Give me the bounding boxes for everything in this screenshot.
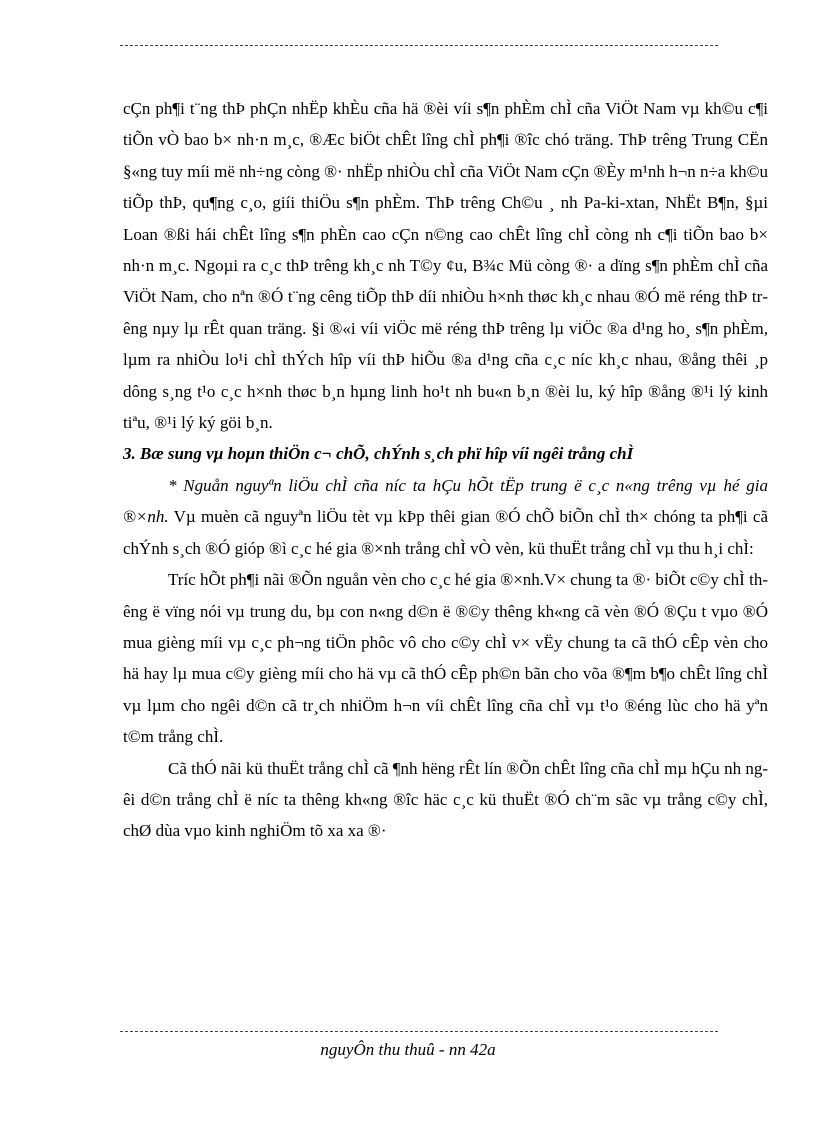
paragraph-market-expansion: cÇn ph¶i t¨ng thÞ phÇn nhËp khÈu cña hä ®èi víi s¶n phÈm chÌ cña ViÖt Nam vµ kh©u c¶i tiÕn vÒ bao b× nh·n m¸c, ®Æc biÖt chÊt lîng chÌ ph¶i ®îc chó träng. ThÞ trêng Trung CËn §«ng tuy míi më nh÷ng còng ®· nhËp nhiÒu chÌ cña ViÖt Nam cÇn ®Èy m¹nh h¬n n÷a kh©u tiÕp thÞ, qu¶ng c¸o, giíi thiÖu s¶n phÈm. ThÞ trêng Ch©u ¸ nh Pa-ki-xtan, NhËt B¶n, §µi Loan ®ßi hái chÊt lîng s¶n phÈn cao cÇn n©ng cao chÊt lîng chÌ còng nh c¶i tiÕn bao b× nh·n m¸c. Ngoµi ra c¸c thÞ trêng kh¸c nh T©y ¢u, B¾c Mü còng ®· a dïng s¶n phÈm chÌ cña ViÖt Nam, cho nªn ®Ó t¨ng cêng tiÕp thÞ díi nhiÒu h×nh thøc kh¸c nhau ®Ó më réng thÞ trêng nµy lµ rÊt quan träng. §i ®«i víi viÖc më réng thÞ trêng lµ viÖc ®a d¹ng ho¸ s¶n phÈm, lµm ra nhiÒu lo¹i chÌ thÝch hîp víi thÞ hiÕu ®a d¹ng cña c¸c níc kh¸c nhau, ®ång thêi ¸p dông s¸ng t¹o c¸c h×nh thøc b¸n hµng linh ho¹t nh bu«n b¸n ®èi lu, ký hîp ®ång ®¹i lý kinh tiªu, ®¹i lý ký göi b¸n.	[123, 99, 768, 433]
raw-materials-rest: Vµ muèn cã nguyªn liÖu tèt vµ kÞp thêi gian ®Ó chÕ biÕn chÌ th× chóng ta ph¶i cã chÝnh s¸ch ®Ó gióp ®ì c¸c hé gia ®×nh trång chÌ vÒ vèn, kü thuËt trång chÌ vµ thu h¸i chÌ:	[123, 507, 768, 558]
paragraph-raw-materials	[123, 470, 768, 564]
header-divider	[120, 45, 718, 46]
paragraph-cultivation-technique: Cã thÓ nãi kü thuËt trång chÌ cã ¶nh hëng rÊt lín ®Õn chÊt lîng cña chÌ mµ hÇu nh ngêi d©n trång chÌ ë níc ta thêng kh«ng ®îc häc c¸c kü thuËt ®Ó ch¨m sãc vµ trång c©y chÌ, chØ dùa vµo kinh nghiÖm tõ xa xa ®·	[123, 758, 768, 841]
page-footer-author: nguyÔn thu thuû - nn 42a	[320, 1040, 496, 1059]
footer-divider	[120, 1031, 718, 1032]
paragraph-capital-support: Tríc hÕt ph¶i nãi ®Õn nguån vèn cho c¸c hé gia ®×nh.V× chung ta ®· biÕt c©y chÌ thêng ë vïng nói vµ trung du, bµ con n«ng d©n ë ®©y thêng kh«ng cã vèn ®Ó ®Çu t vµo ®Ó mua gièng míi vµ c¸c ph¬ng tiÖn phôc vô cho c©y chÌ v× vËy chung ta cã thÓ cÊp vèn cho hä hay lµ mua c©y gièng míi cho hä vµ cã thÓ cÊp ph©n bãn cho võa ®¶m b¶o chÊt lîng chÌ vµ lµm cho ngêi d©n cã tr¸ch nhiÖm h¬n víi chÊt lîng cña chÌ vµ t¹o ®éng lùc cho hä yªn t©m trång chÌ.	[123, 570, 768, 747]
document-body	[123, 93, 768, 847]
section-heading: 3. Bæ sung vµ hoµn thiÖn c¬ chÕ, chÝnh s¸ch phï hîp víi ngêi trång chÌ	[123, 444, 634, 464]
raw-materials-lead: * Nguån nguyªn liÖu chÌ cña níc ta hÇu hÕt tËp trung ë c¸c n«ng trêng vµ hé gia ®×nh.	[123, 475, 768, 527]
